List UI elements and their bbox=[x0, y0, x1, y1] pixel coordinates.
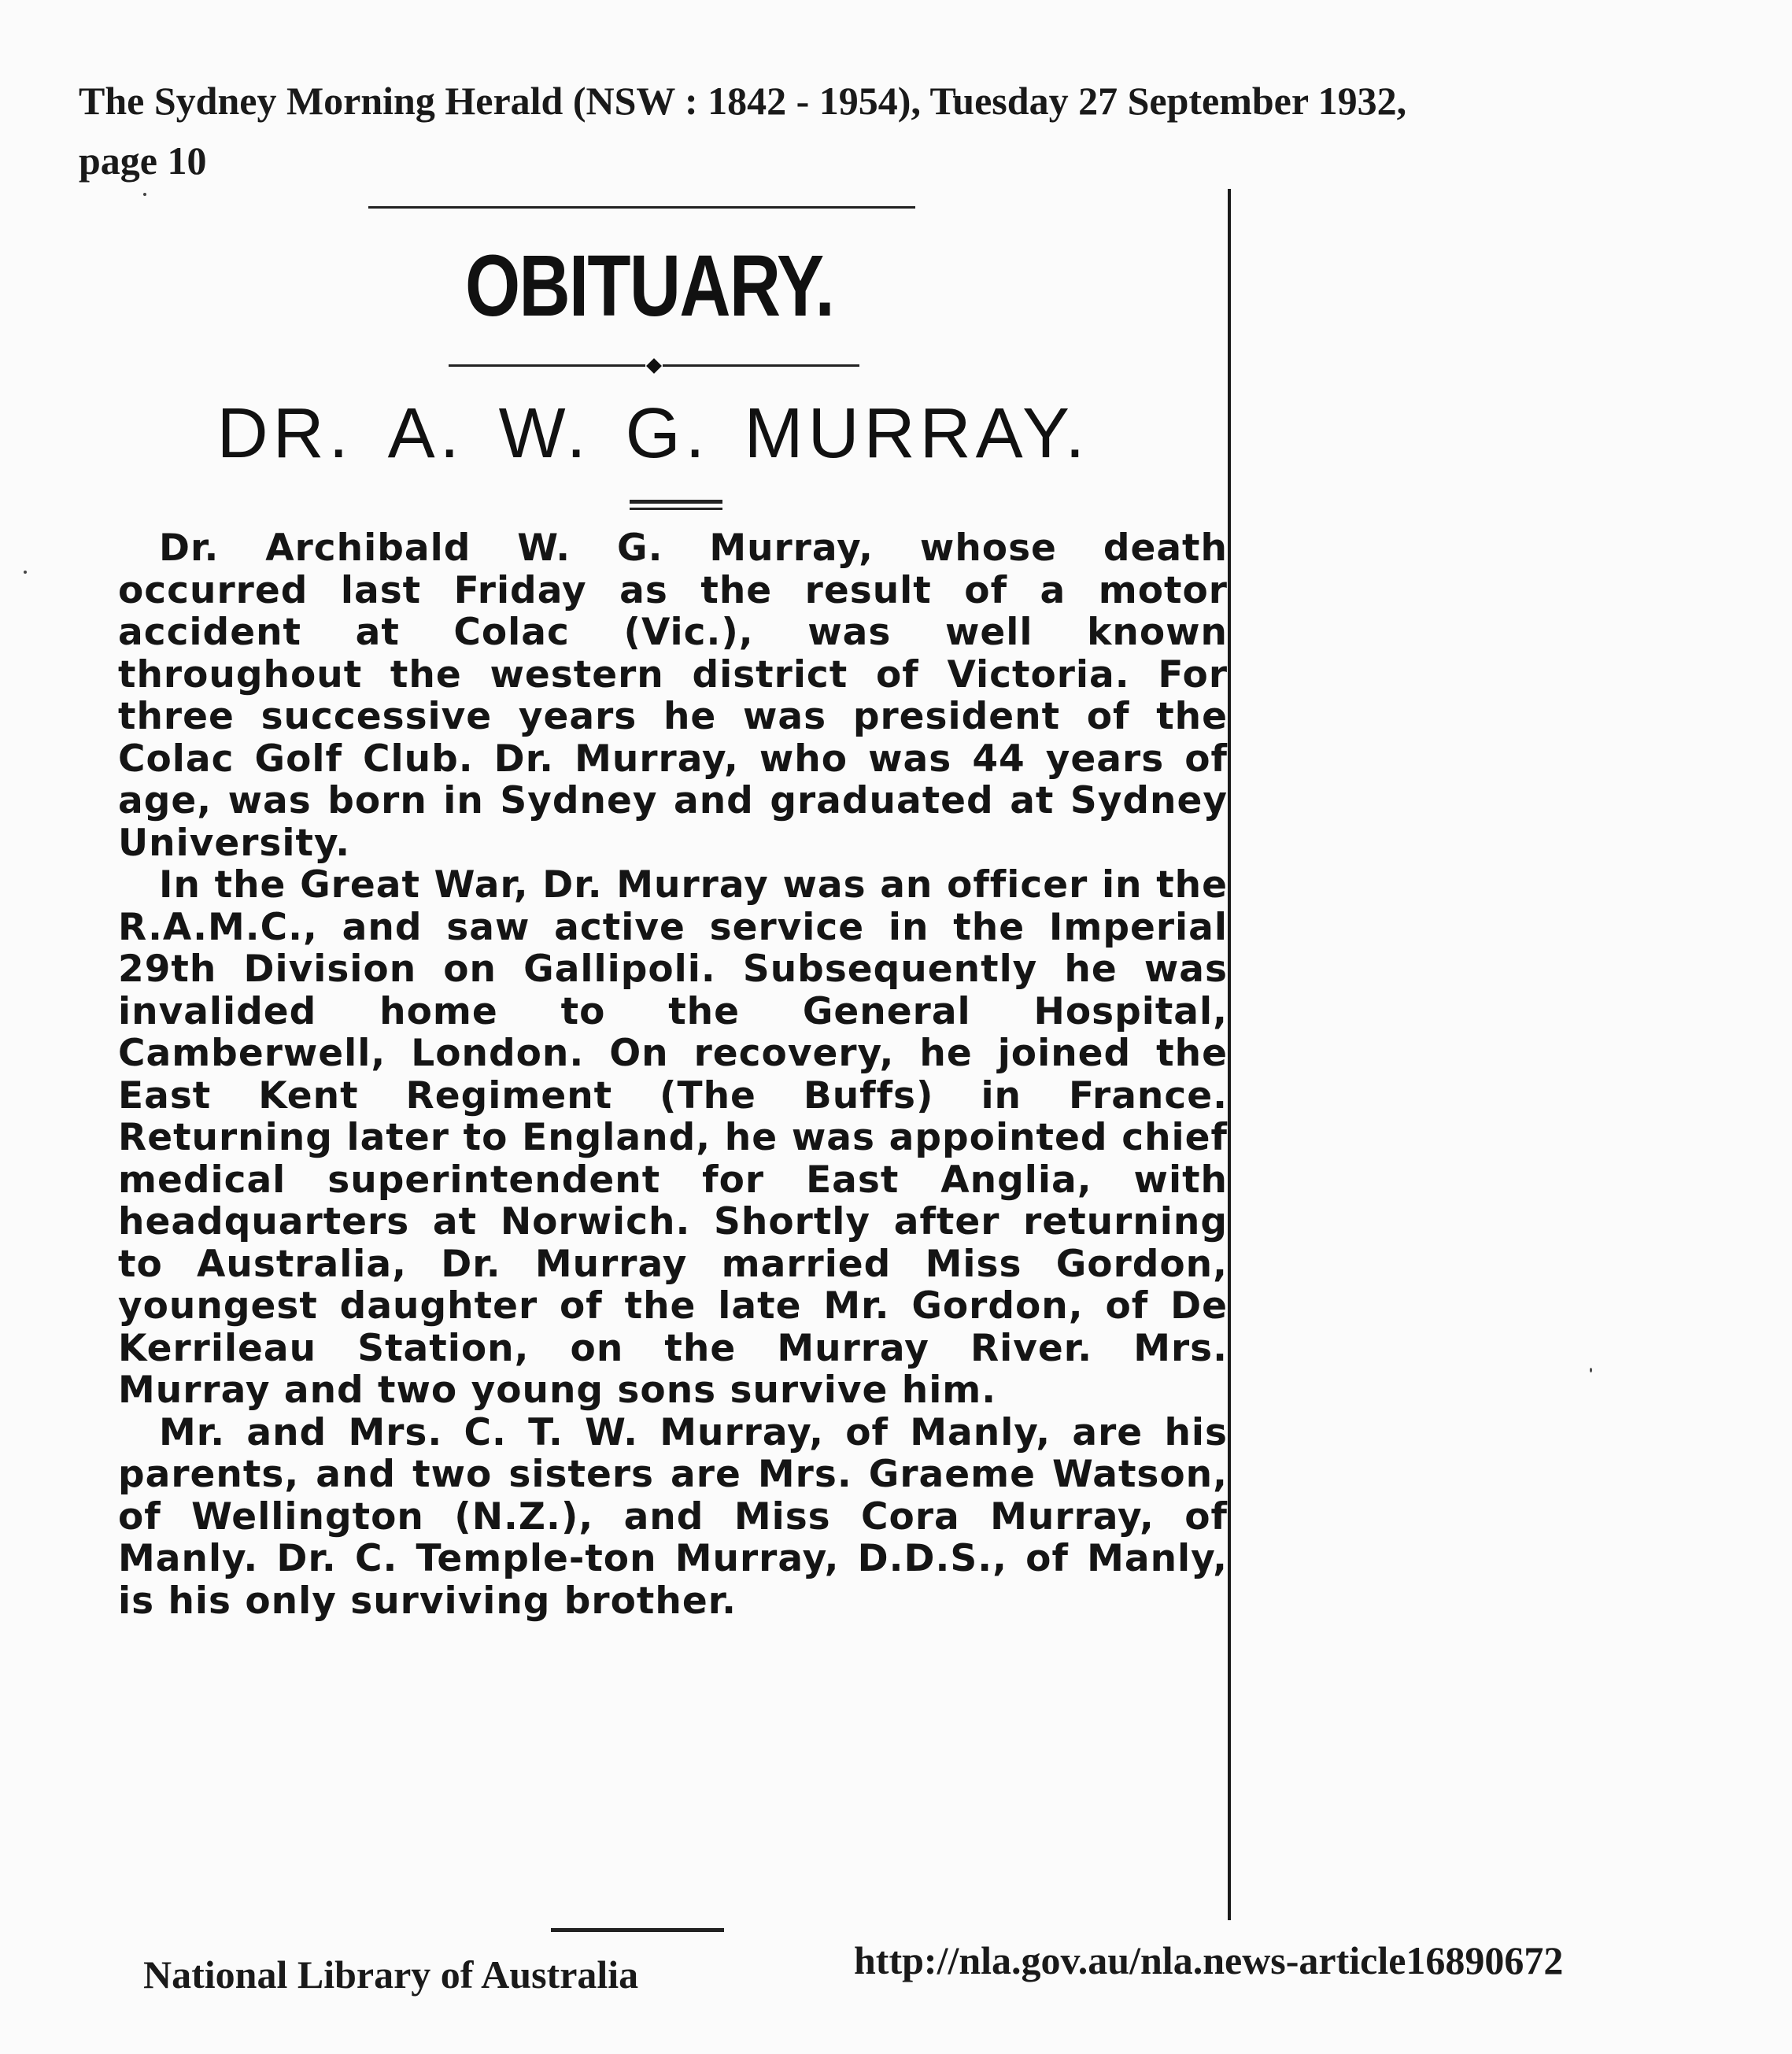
headline-word: MURRAY. bbox=[744, 394, 1090, 473]
scan-speck bbox=[143, 193, 146, 196]
article-paragraph: Dr. Archibald W. G. Murray, whose death occurred last Friday as the result of a motor accident at Colac (Vic.), was well known throughout the western district of Victoria. For three successive years he was president of the Colac Golf Club. Dr. Murray, who was 44 years of age, was born in Sydney and graduated at Sydney University. bbox=[118, 526, 1228, 865]
headline-rule-lower bbox=[630, 508, 722, 510]
headline-word: W. bbox=[498, 394, 591, 473]
library-credit: National Library of Australia bbox=[143, 1952, 639, 1997]
article-url: http://nla.gov.au/nla.news-article16890672 bbox=[854, 1938, 1564, 1982]
end-rule bbox=[551, 1928, 724, 1932]
headline-rule-upper bbox=[630, 500, 722, 504]
scan-speck bbox=[1590, 1368, 1592, 1372]
scan-speck bbox=[24, 571, 27, 574]
article-paragraph: Mr. and Mrs. C. T. W. Murray, of Manly, are his parents, and two sisters are Mrs. Graeme Watson, of Wellington (N.Z.), and Miss Cora Murray, of Manly. Dr. C. Temple-ton Murray, D.D.S., of Manly, is his only surviving brother. bbox=[118, 1410, 1228, 1623]
source-citation-line-2: page 10 bbox=[79, 139, 207, 183]
source-citation bbox=[79, 71, 1653, 190]
section-rule-left bbox=[449, 364, 645, 367]
headline-word: DR. bbox=[216, 394, 353, 473]
headline-word: A. bbox=[387, 394, 464, 473]
top-rule bbox=[368, 206, 915, 209]
article-paragraph: In the Great War, Dr. Murray was an officer in the R.A.M.C., and saw active service in the Imperial 29th Division on Gallipoli. Subsequently he was invalided home to the General Hospital, Camberwell, London. On recovery, he joined the East Kent Regiment (The Buffs) in France. Returning later to England, he was appointed chief medical superintendent for East Anglia, with headquarters at Norwich. Shortly after returning to Australia, Dr. Murray married Miss Gordon, youngest daughter of the late Mr. Gordon, of De Kerrileau Station, on the Murray River. Mrs. Murray and two young sons survive him. bbox=[118, 863, 1228, 1412]
article-body bbox=[118, 527, 1228, 1622]
column-divider bbox=[1228, 189, 1231, 1920]
section-title: OBITUARY. bbox=[464, 238, 833, 334]
headline-word: G. bbox=[625, 394, 710, 473]
source-citation-line-1: The Sydney Morning Herald (NSW : 1842 - 1954), Tuesday 27 September 1932, bbox=[79, 79, 1407, 123]
article-headline bbox=[189, 393, 1118, 475]
section-rule-ornament bbox=[646, 358, 662, 374]
section-rule-right bbox=[663, 364, 859, 367]
